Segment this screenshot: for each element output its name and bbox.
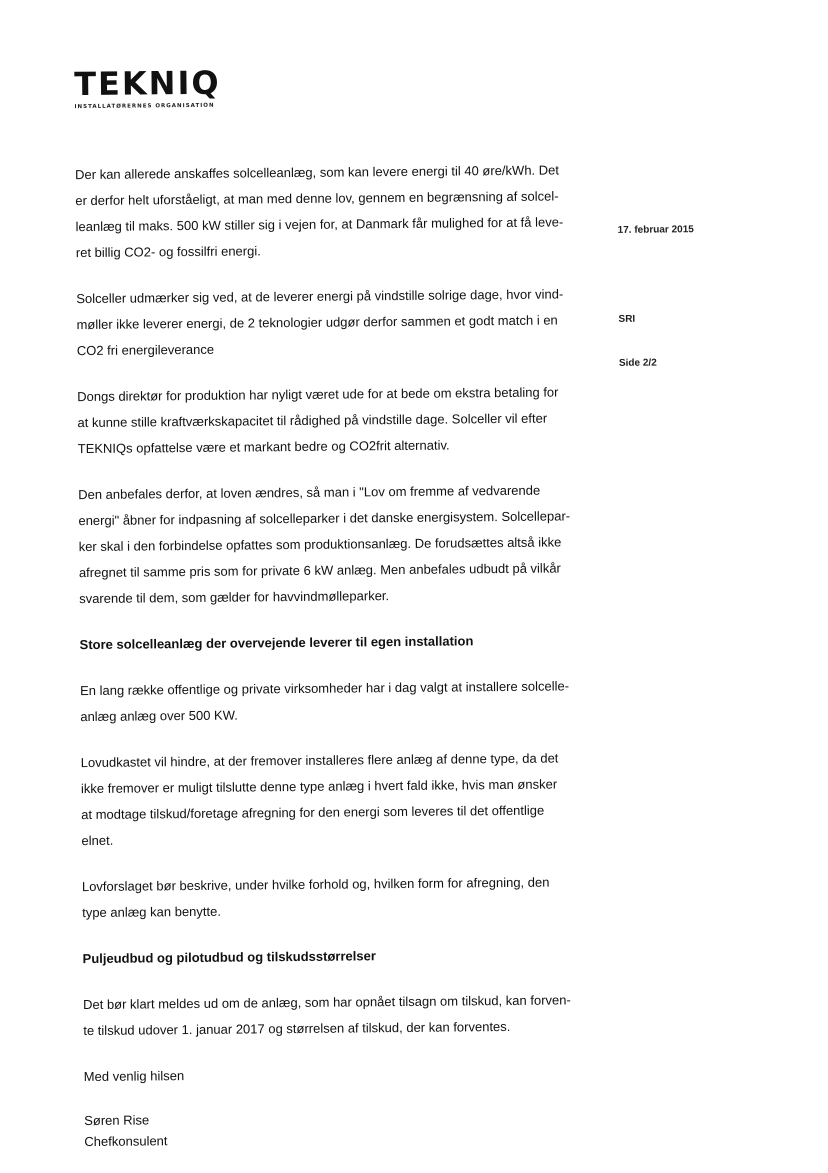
closing-salutation: Med venlig hilsen — [83, 1068, 185, 1085]
letter-body — [75, 157, 614, 1152]
paragraph: Dongs direktør for produktion har nyligt været ude for at bede om ekstra betaling for at kunne stille kraftværkskapacitet til rådighed på vindstille dage. Solceller vil efter TEKNIQs opfattelse være et markant bedre og CO2frit alternativ. — [77, 384, 559, 457]
page-number: Side 2/2 — [618, 357, 657, 369]
paragraph: Det bør klart meldes ud om de anlæg, som har opnået tilsagn om tilskud, kan forven- te tilskud udover 1. januar 2017 og størrelsen af tilskud, der kan forventes. — [82, 992, 571, 1039]
paragraph: Den anbefales derfor, at loven ændres, så man i "Lov om fremme af vedvarende energi" åbner for indpasning af solcelleparker i det danske energisystem. Solcellepar- ker skal i den forbindelse opfattes som produktionsanlæg. De forudsættes altså ikke afregnet til samme pris som for private 6 kW anlæg. Men anbefales udbudt på vilkår svarende til dem, som gælder for havvindmølleparker. — [78, 482, 571, 607]
section-heading: Store solcelleanlæg der overvejende leverer til egen installation — [79, 633, 474, 653]
section-heading: Puljeudbud og pilotudbud og tilskudsstørrelser — [82, 948, 376, 967]
paragraph: Solceller udmærker sig ved, at de leverer energi på vindstille solrige dage, hvor vind- møller ikke leverer energi, de 2 teknologier udgør derfor sammen et godt match i en CO2 fri energileverance — [76, 286, 564, 359]
paragraph: Lovforslaget bør beskrive, under hvilke forhold og, hvilken form for afregning, den type anlæg kan benytte. — [81, 874, 550, 921]
signer-title: Chefkonsulent — [84, 1133, 168, 1150]
author-initials: SRI — [618, 313, 636, 325]
paragraph: En lang række offentlige og private virksomheder har i dag valgt at installere solcelle- anlæg anlæg over 500 KW. — [79, 678, 570, 725]
signer-name: Søren Rise — [84, 1112, 150, 1129]
logo-subtitle: INSTALLATØRERNES ORGANISATION — [74, 102, 215, 111]
letter-date: 17. februar 2015 — [617, 224, 694, 236]
paragraph: Der kan allerede anskaffes solcelleanlæg, som kan levere energi til 40 øre/kWh. Det er derfor helt uforståeligt, at man med denne lov, gennem en begrænsning af solcel- leanlæg til maks. 500 kW stiller sig i vejen for, at Danmark får mulighed for at få leve- ret billig CO2- og fossilfri energi. — [75, 162, 564, 261]
logo-wordmark: TEKNIQ — [74, 63, 221, 104]
tekniq-logo — [74, 65, 244, 110]
paragraph: Lovudkastet vil hindre, at der fremover installeres flere anlæg af denne type, da det ikke fremover er muligt tilslutte denne type anlæg i hvert fald ikke, hvis man ønsker at modtage tilskud/foretage afregning for den energi som leveres til det offentlige elnet. — [80, 750, 559, 849]
